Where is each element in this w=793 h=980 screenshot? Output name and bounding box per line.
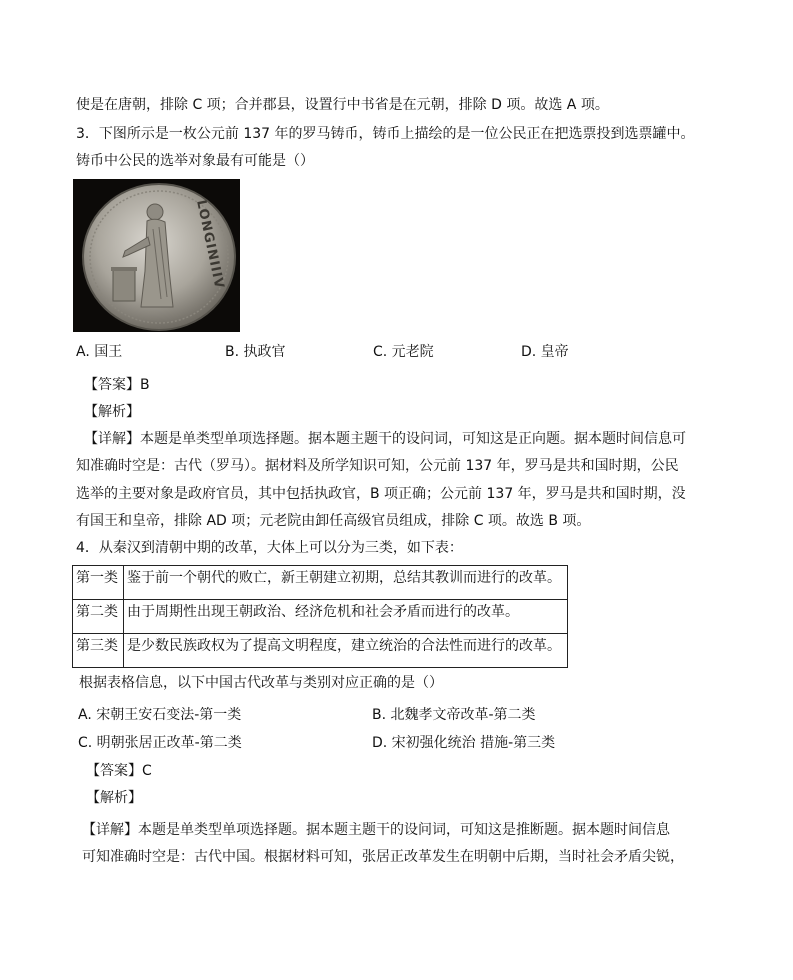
- q4-option-b: B. 北魏孝文帝改革-第二类: [372, 707, 536, 723]
- q3-stem-line2: 铸币中公民的选举对象最有可能是（）: [76, 153, 314, 169]
- q4-question: 根据表格信息，以下中国古代改革与类别对应正确的是（）: [79, 675, 443, 691]
- table-cell-category: 第一类: [73, 566, 124, 600]
- q4-option-d: D. 宋初强化统治 措施-第三类: [372, 735, 556, 751]
- q4-detail-line2: 可知准确时空是：古代中国。根据材料可知，张居正改革发生在明朝中后期，当时社会矛盾尖锐，: [82, 849, 684, 865]
- q3-detail-line2: 知准确时空是：古代（罗马）。据材料及所学知识可知，公元前 137 年，罗马是共和国时期，公民: [76, 458, 679, 474]
- q3-option-c: C. 元老院: [373, 344, 434, 360]
- q3-option-d: D. 皇帝: [521, 344, 569, 360]
- table-cell-category: 第二类: [73, 600, 124, 634]
- q4-option-a: A. 宋朝王安石变法-第一类: [78, 707, 242, 723]
- q3-option-a: A. 国王: [76, 344, 123, 360]
- q3-detail-line4: 有国王和皇帝，排除 AD 项；元老院由卸任高级官员组成，排除 C 项。故选 B 项。: [76, 513, 591, 529]
- q3-stem-line1: 3．下图所示是一枚公元前 137 年的罗马铸币，铸币上描绘的是一位公民正在把选票投到选票罐中。: [76, 126, 695, 142]
- table-row: [73, 566, 568, 600]
- coin-illustration: [73, 179, 240, 332]
- q4-stem-line1: 4．从秦汉到清朝中期的改革，大体上可以分为三类，如下表：: [76, 540, 463, 556]
- table-cell-description: 由于周期性出现王朝政治、经济危机和社会矛盾而进行的改革。: [124, 600, 568, 634]
- table-cell-description: 是少数民族政权为了提高文明程度，建立统治的合法性而进行的改革。: [124, 634, 568, 668]
- q3-analysis-label: 【解析】: [84, 404, 140, 420]
- reform-category-table: [72, 565, 568, 668]
- coin-inscription: LONGINIIIV: [193, 198, 227, 291]
- q3-detail-line3: 选举的主要对象是政府官员，其中包括执政官，B 项正确；公元前 137 年，罗马是共和国时期，没: [76, 486, 686, 502]
- q4-option-c: C. 明朝张居正改革-第二类: [78, 735, 242, 751]
- table-row: [73, 600, 568, 634]
- q3-detail-line1: 【详解】本题是单类型单项选择题。据本题主题干的设问词，可知这是正向题。据本题时间信息可: [84, 431, 686, 447]
- q3-option-b: B. 执政官: [225, 344, 286, 360]
- roman-coin-image: [73, 179, 240, 332]
- q4-analysis-label: 【解析】: [86, 790, 142, 806]
- q4-detail-line1: 【详解】本题是单类型单项选择题。据本题主题干的设问词，可知这是推断题。据本题时间信息: [82, 822, 670, 838]
- table-cell-category: 第三类: [73, 634, 124, 668]
- q3-answer: 【答案】B: [84, 377, 150, 393]
- intro-line: 使是在唐朝，排除 C 项；合并郡县，设置行中书省是在元朝，排除 D 项。故选 A 项。: [76, 97, 609, 113]
- table-cell-description: 鉴于前一个朝代的败亡，新王朝建立初期，总结其教训而进行的改革。: [124, 566, 568, 600]
- q4-answer: 【答案】C: [86, 763, 152, 779]
- table-row: [73, 634, 568, 668]
